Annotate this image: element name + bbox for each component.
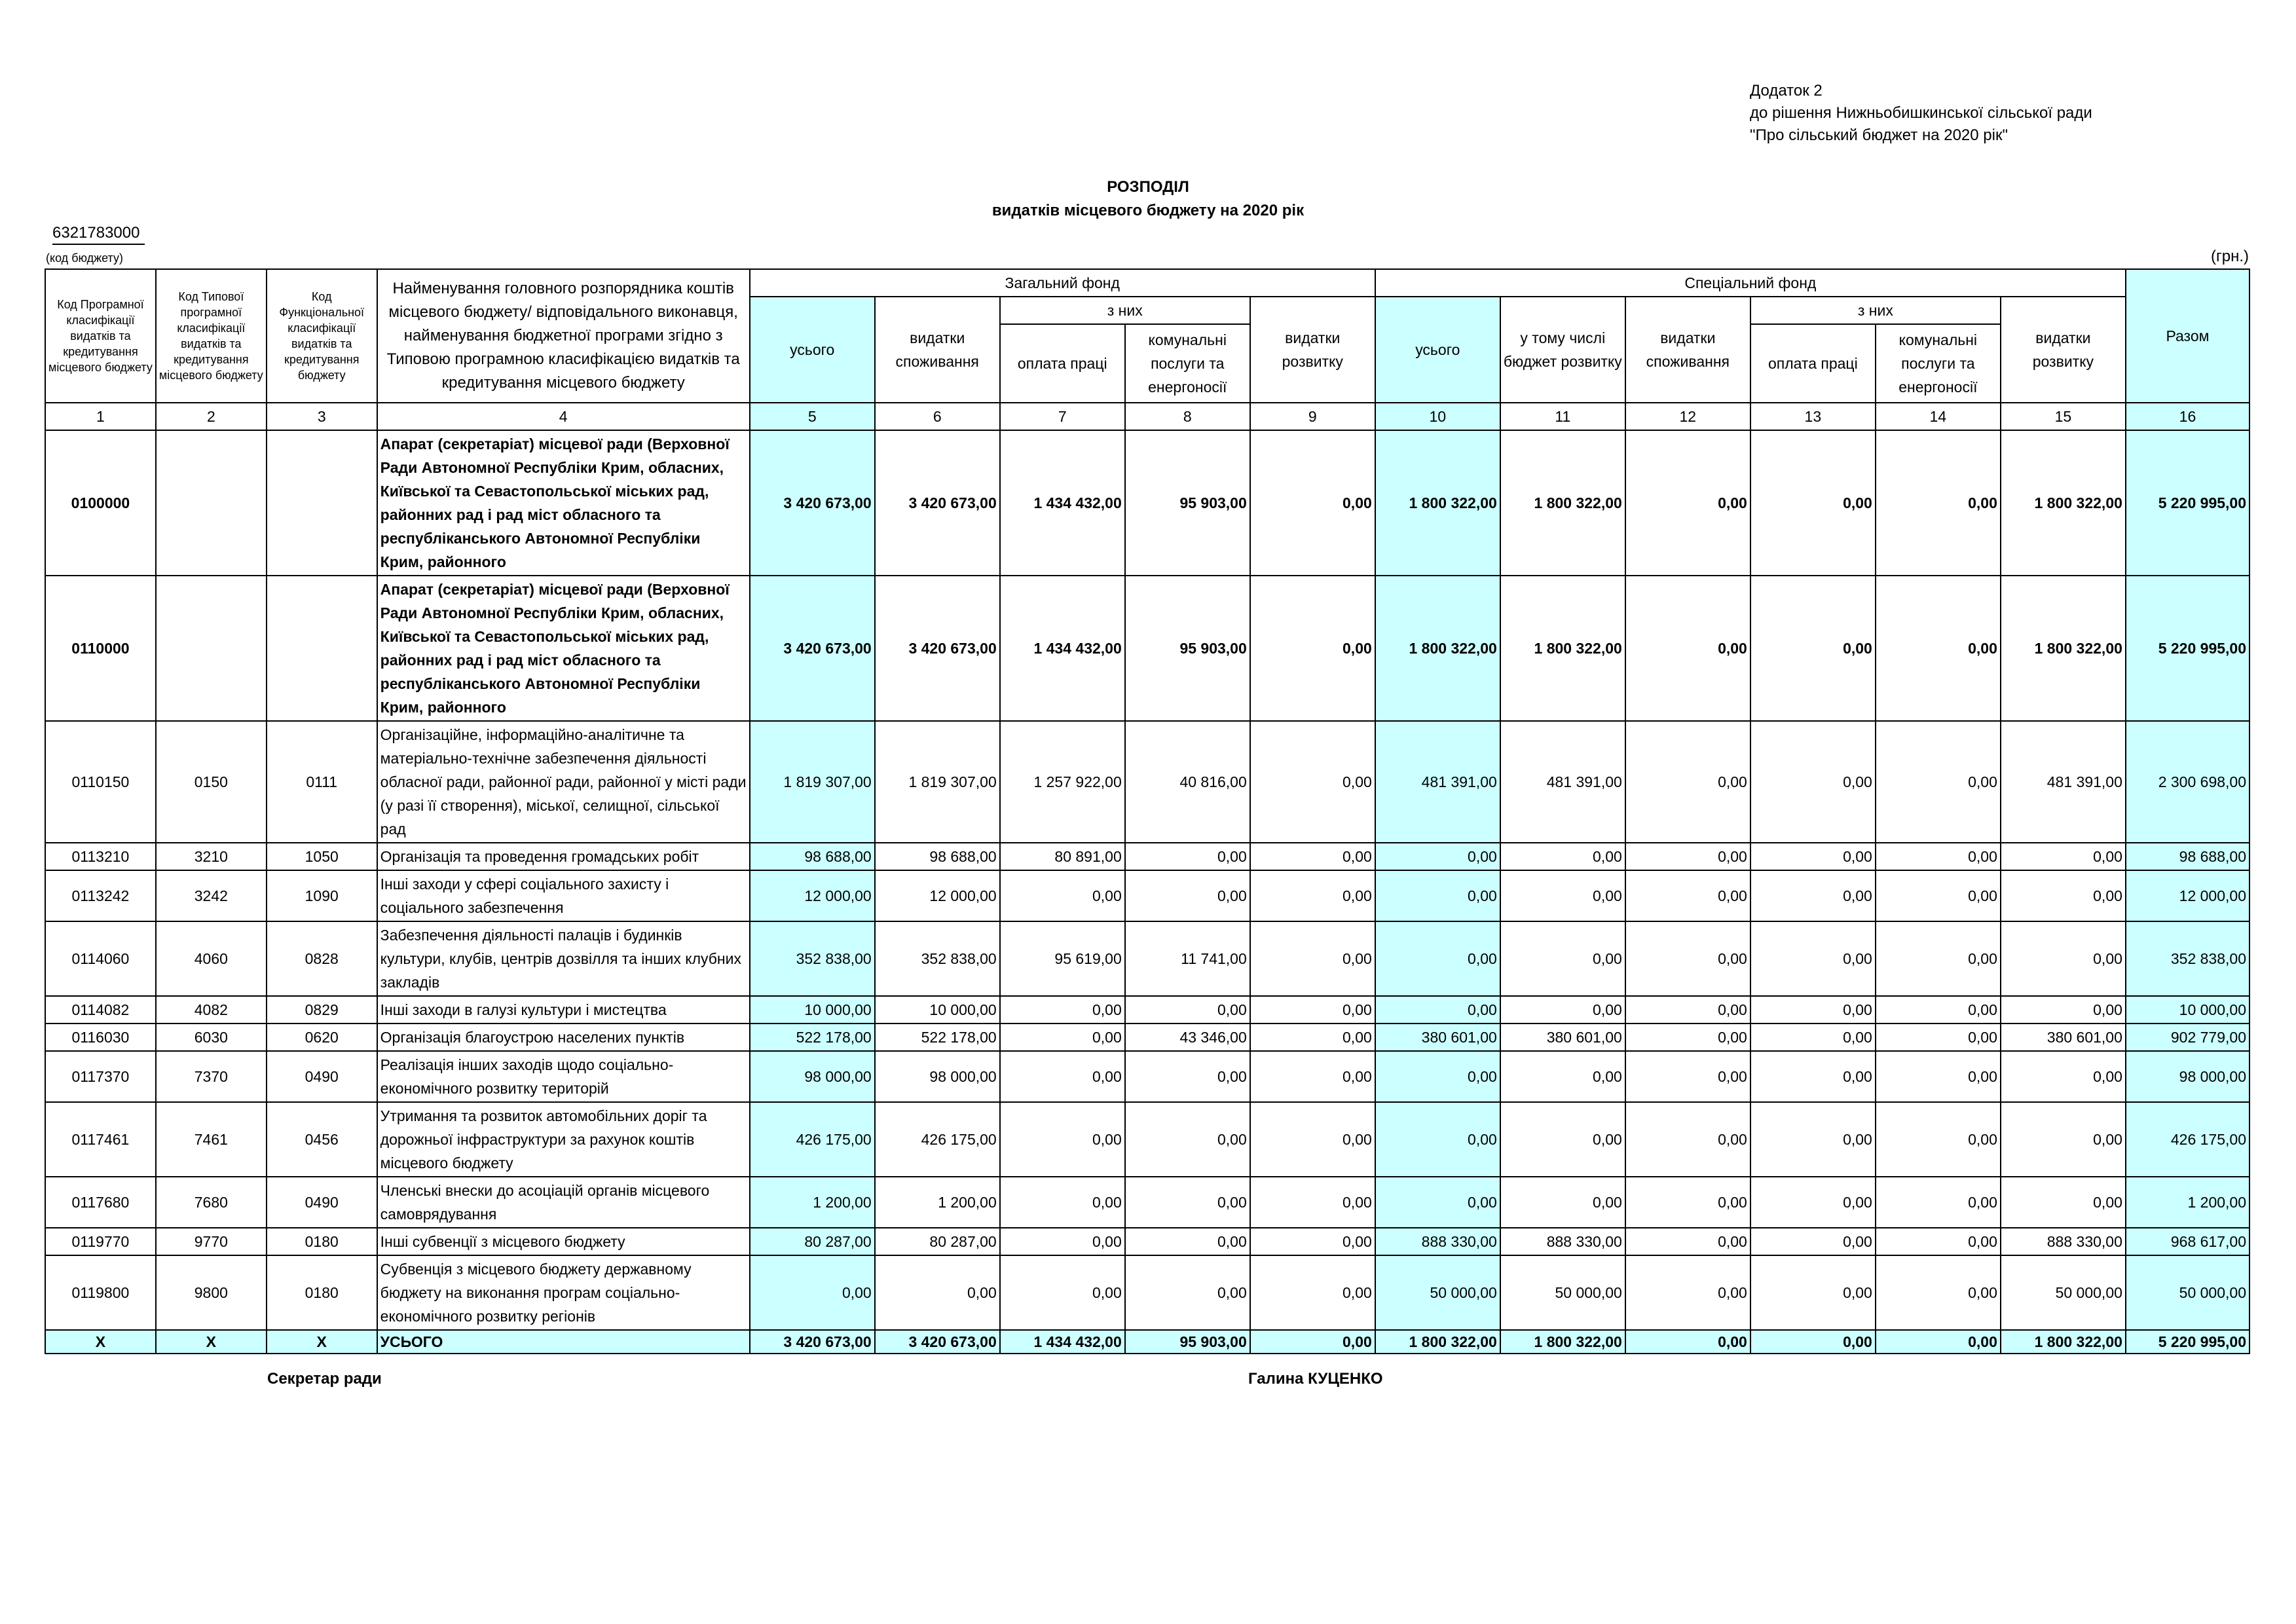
amount-cell: 98 000,00 xyxy=(2126,1051,2250,1102)
total-row xyxy=(45,1330,2250,1354)
header-typical-program-code: Код Типової програмної класифікації видатків та кредитування місцевого бюджету xyxy=(156,269,267,403)
program-code-cell: 0117370 xyxy=(45,1051,156,1102)
amount-cell: 0,00 xyxy=(2001,921,2126,996)
amount-cell: 0,00 xyxy=(1625,1177,1750,1228)
amount-cell: 40 816,00 xyxy=(1125,721,1250,843)
amount-cell: 0,00 xyxy=(1375,1051,1500,1102)
amount-cell: 3 420 673,00 xyxy=(750,576,875,721)
amount-cell: 0,00 xyxy=(1625,1228,1750,1255)
amount-cell: 0,00 xyxy=(2001,1177,2126,1228)
amount-cell: 3 420 673,00 xyxy=(750,1330,875,1354)
header-special-consumption: видатки споживання xyxy=(1625,297,1750,403)
amount-cell: 0,00 xyxy=(1876,1228,2001,1255)
table-row xyxy=(45,870,2250,921)
amount-cell: 0,00 xyxy=(1876,721,2001,843)
amount-cell: 0,00 xyxy=(1500,1102,1625,1177)
amount-cell: 1 200,00 xyxy=(875,1177,1000,1228)
amount-cell: 0,00 xyxy=(1000,1228,1125,1255)
amount-cell: 0,00 xyxy=(2001,996,2126,1024)
amount-cell: 0,00 xyxy=(1876,921,2001,996)
amount-cell: 888 330,00 xyxy=(2001,1228,2126,1255)
amount-cell: 0,00 xyxy=(1876,996,2001,1024)
typical-program-code-cell: X xyxy=(156,1330,267,1354)
amount-cell: 0,00 xyxy=(750,1255,875,1330)
amount-cell: 1 434 432,00 xyxy=(1000,430,1125,576)
amount-cell: 0,00 xyxy=(1876,870,2001,921)
header-general-consumption: видатки споживання xyxy=(875,297,1000,403)
functional-code-cell: 0111 xyxy=(267,721,377,843)
amount-cell: 0,00 xyxy=(1750,870,1876,921)
amount-cell: 0,00 xyxy=(1250,1330,1375,1354)
amount-cell: 1 800 322,00 xyxy=(1500,576,1625,721)
amount-cell: 0,00 xyxy=(1000,1051,1125,1102)
amount-cell: 0,00 xyxy=(1375,1177,1500,1228)
program-name-cell: УСЬОГО xyxy=(377,1330,750,1354)
addendum-line-1: Додаток 2 xyxy=(1750,82,1823,100)
amount-cell: 0,00 xyxy=(1250,996,1375,1024)
amount-cell: 98 688,00 xyxy=(2126,843,2250,870)
functional-code-cell: 0829 xyxy=(267,996,377,1024)
typical-program-code-cell: 4060 xyxy=(156,921,267,996)
program-code-cell: 0113242 xyxy=(45,870,156,921)
amount-cell: 1 800 322,00 xyxy=(1500,1330,1625,1354)
amount-cell: 522 178,00 xyxy=(875,1024,1000,1051)
amount-cell: 0,00 xyxy=(2001,1102,2126,1177)
header-special-incl-dev-budget: у тому числі бюджет розвитку xyxy=(1500,297,1625,403)
column-number-row xyxy=(45,403,2250,430)
program-name-cell: Інші субвенції з місцевого бюджету xyxy=(377,1228,750,1255)
amount-cell: 0,00 xyxy=(1125,870,1250,921)
amount-cell: 0,00 xyxy=(1500,1051,1625,1102)
amount-cell: 0,00 xyxy=(1876,1024,2001,1051)
amount-cell: 0,00 xyxy=(1750,921,1876,996)
program-code-cell: 0116030 xyxy=(45,1024,156,1051)
program-code-cell: 0110000 xyxy=(45,576,156,721)
amount-cell: 0,00 xyxy=(1876,843,2001,870)
amount-cell: 50 000,00 xyxy=(1375,1255,1500,1330)
functional-code-cell: 1050 xyxy=(267,843,377,870)
amount-cell: 0,00 xyxy=(1876,1330,2001,1354)
column-number: 16 xyxy=(2126,403,2250,430)
amount-cell: 0,00 xyxy=(1750,576,1876,721)
amount-cell: 1 800 322,00 xyxy=(2001,576,2126,721)
amount-cell: 95 903,00 xyxy=(1125,430,1250,576)
document-subtitle: видатків місцевого бюджету на 2020 рік xyxy=(991,202,1305,219)
amount-cell: 0,00 xyxy=(1500,921,1625,996)
amount-cell: 0,00 xyxy=(1125,1228,1250,1255)
program-code-cell: 0114082 xyxy=(45,996,156,1024)
program-name-cell: Членські внески до асоціацій органів місцевого самоврядування xyxy=(377,1177,750,1228)
program-code-cell: 0117680 xyxy=(45,1177,156,1228)
amount-cell: 0,00 xyxy=(1000,996,1125,1024)
amount-cell: 0,00 xyxy=(1125,1177,1250,1228)
amount-cell: 380 601,00 xyxy=(1375,1024,1500,1051)
amount-cell: 0,00 xyxy=(1750,1102,1876,1177)
amount-cell: 0,00 xyxy=(1250,1024,1375,1051)
header-special-of-which: з них xyxy=(1750,297,2001,324)
amount-cell: 0,00 xyxy=(1250,1255,1375,1330)
amount-cell: 10 000,00 xyxy=(875,996,1000,1024)
header-general-utilities: комунальні послуги та енергоносії xyxy=(1125,324,1250,403)
typical-program-code-cell: 9800 xyxy=(156,1255,267,1330)
header-special-utilities: комунальні послуги та енергоносії xyxy=(1876,324,2001,403)
functional-code-cell: 0490 xyxy=(267,1177,377,1228)
amount-cell: 2 300 698,00 xyxy=(2126,721,2250,843)
amount-cell: 481 391,00 xyxy=(1500,721,1625,843)
amount-cell: 0,00 xyxy=(1876,576,2001,721)
amount-cell: 1 819 307,00 xyxy=(750,721,875,843)
amount-cell: 50 000,00 xyxy=(1500,1255,1625,1330)
program-name-cell: Забезпечення діяльності палаців і будинків культури, клубів, центрів дозвілля та інших клубних закладів xyxy=(377,921,750,996)
amount-cell: 0,00 xyxy=(1250,843,1375,870)
table-row xyxy=(45,843,2250,870)
program-code-cell: X xyxy=(45,1330,156,1354)
amount-cell: 888 330,00 xyxy=(1500,1228,1625,1255)
program-code-cell: 0100000 xyxy=(45,430,156,576)
program-name-cell: Організація благоустрою населених пунктів xyxy=(377,1024,750,1051)
column-number: 9 xyxy=(1250,403,1375,430)
amount-cell: 0,00 xyxy=(1625,1102,1750,1177)
amount-cell: 0,00 xyxy=(1750,1024,1876,1051)
amount-cell: 0,00 xyxy=(1500,843,1625,870)
table-row xyxy=(45,1102,2250,1177)
amount-cell: 0,00 xyxy=(1250,576,1375,721)
amount-cell: 0,00 xyxy=(1375,921,1500,996)
column-number: 5 xyxy=(750,403,875,430)
amount-cell: 0,00 xyxy=(1625,921,1750,996)
amount-cell: 5 220 995,00 xyxy=(2126,576,2250,721)
typical-program-code-cell: 9770 xyxy=(156,1228,267,1255)
program-name-cell: Апарат (секретаріат) місцевої ради (Верховної Ради Автономної Республіки Крим, обласних, Київської та Севастопольської міських рад, районних рад і рад міст обласного та республіканського Автономної Республіки Крим, районного xyxy=(377,430,750,576)
amount-cell: 95 903,00 xyxy=(1125,1330,1250,1354)
program-code-cell: 0119770 xyxy=(45,1228,156,1255)
amount-cell: 1 434 432,00 xyxy=(1000,1330,1125,1354)
addendum-line-2: до рішення Нижньобишкинської сільської ради xyxy=(1750,104,2092,122)
typical-program-code-cell: 0150 xyxy=(156,721,267,843)
functional-code-cell: 0828 xyxy=(267,921,377,996)
amount-cell: 95 619,00 xyxy=(1000,921,1125,996)
program-name-cell: Апарат (секретаріат) місцевої ради (Верховної Ради Автономної Республіки Крим, обласних, Київської та Севастопольської міських рад, районних рад і рад міст обласного та республіканського Автономної Республіки Крим, районного xyxy=(377,576,750,721)
amount-cell: 11 741,00 xyxy=(1125,921,1250,996)
budget-code-label: (код бюджету) xyxy=(46,251,124,265)
amount-cell: 0,00 xyxy=(1250,721,1375,843)
functional-code-cell: 0620 xyxy=(267,1024,377,1051)
amount-cell: 0,00 xyxy=(1375,996,1500,1024)
amount-cell: 380 601,00 xyxy=(2001,1024,2126,1051)
amount-cell: 426 175,00 xyxy=(875,1102,1000,1177)
amount-cell: 1 434 432,00 xyxy=(1000,576,1125,721)
amount-cell: 0,00 xyxy=(1876,430,2001,576)
amount-cell: 5 220 995,00 xyxy=(2126,430,2250,576)
column-number: 12 xyxy=(1625,403,1750,430)
amount-cell: 1 200,00 xyxy=(750,1177,875,1228)
column-number: 2 xyxy=(156,403,267,430)
amount-cell: 0,00 xyxy=(1876,1102,2001,1177)
header-program-code: Код Програмної класифікації видатків та кредитування місцевого бюджету xyxy=(45,269,156,403)
amount-cell: 968 617,00 xyxy=(2126,1228,2250,1255)
amount-cell: 0,00 xyxy=(875,1255,1000,1330)
amount-cell: 0,00 xyxy=(1750,1255,1876,1330)
table-row xyxy=(45,1024,2250,1051)
amount-cell: 12 000,00 xyxy=(750,870,875,921)
program-name-cell: Організація та проведення громадських робіт xyxy=(377,843,750,870)
amount-cell: 0,00 xyxy=(1125,996,1250,1024)
table-row xyxy=(45,1051,2250,1102)
amount-cell: 0,00 xyxy=(1625,843,1750,870)
amount-cell: 0,00 xyxy=(1876,1177,2001,1228)
amount-cell: 98 000,00 xyxy=(875,1051,1000,1102)
program-code-cell: 0114060 xyxy=(45,921,156,996)
program-code-cell: 0119800 xyxy=(45,1255,156,1330)
amount-cell: 0,00 xyxy=(1000,1024,1125,1051)
functional-code-cell: 0456 xyxy=(267,1102,377,1177)
header-functional-code: Код Функціональної класифікації видатків та кредитування бюджету xyxy=(267,269,377,403)
amount-cell: 3 420 673,00 xyxy=(875,430,1000,576)
column-number: 6 xyxy=(875,403,1000,430)
amount-cell: 0,00 xyxy=(1250,1177,1375,1228)
amount-cell: 3 420 673,00 xyxy=(875,1330,1000,1354)
amount-cell: 902 779,00 xyxy=(2126,1024,2250,1051)
amount-cell: 0,00 xyxy=(1750,996,1876,1024)
amount-cell: 98 000,00 xyxy=(750,1051,875,1102)
header-special-development: видатки розвитку xyxy=(2001,297,2126,403)
column-number: 14 xyxy=(1876,403,2001,430)
program-name-cell: Утримання та розвиток автомобільних доріг та дорожньої інфраструктури за рахунок коштів місцевого бюджету xyxy=(377,1102,750,1177)
header-general-development: видатки розвитку xyxy=(1250,297,1375,403)
amount-cell: 1 257 922,00 xyxy=(1000,721,1125,843)
table-row xyxy=(45,576,2250,721)
header-grand-total: Разом xyxy=(2126,269,2250,403)
functional-code-cell xyxy=(267,430,377,576)
amount-cell: 0,00 xyxy=(1500,1177,1625,1228)
amount-cell: 0,00 xyxy=(2001,843,2126,870)
amount-cell: 0,00 xyxy=(1750,1177,1876,1228)
header-general-of-which: з них xyxy=(1000,297,1250,324)
amount-cell: 50 000,00 xyxy=(2001,1255,2126,1330)
amount-cell: 0,00 xyxy=(1750,1051,1876,1102)
amount-cell: 0,00 xyxy=(1500,870,1625,921)
header-general-fund: Загальний фонд xyxy=(750,269,1375,297)
amount-cell: 3 420 673,00 xyxy=(750,430,875,576)
table-row xyxy=(45,1255,2250,1330)
amount-cell: 0,00 xyxy=(1375,870,1500,921)
column-number: 8 xyxy=(1125,403,1250,430)
amount-cell: 0,00 xyxy=(1876,1255,2001,1330)
amount-cell: 0,00 xyxy=(1000,1255,1125,1330)
amount-cell: 0,00 xyxy=(1000,1102,1125,1177)
program-code-cell: 0117461 xyxy=(45,1102,156,1177)
budget-code: 6321783000 xyxy=(52,224,145,245)
amount-cell: 1 800 322,00 xyxy=(1375,1330,1500,1354)
typical-program-code-cell xyxy=(156,430,267,576)
header-special-fund: Спеціальний фонд xyxy=(1375,269,2126,297)
amount-cell: 95 903,00 xyxy=(1125,576,1250,721)
amount-cell: 888 330,00 xyxy=(1375,1228,1500,1255)
amount-cell: 0,00 xyxy=(1250,1051,1375,1102)
amount-cell: 352 838,00 xyxy=(2126,921,2250,996)
functional-code-cell: 1090 xyxy=(267,870,377,921)
amount-cell: 0,00 xyxy=(1750,1330,1876,1354)
table-row xyxy=(45,1228,2250,1255)
amount-cell: 481 391,00 xyxy=(2001,721,2126,843)
amount-cell: 352 838,00 xyxy=(875,921,1000,996)
amount-cell: 3 420 673,00 xyxy=(875,576,1000,721)
amount-cell: 80 891,00 xyxy=(1000,843,1125,870)
column-number: 4 xyxy=(377,403,750,430)
header-name: Найменування головного розпорядника коштів місцевого бюджету/ відповідального виконавця, найменування бюджетної програми згідно з Типовою програмною класифікацією видатків та кредитування місцевого бюджету xyxy=(377,269,750,403)
table-row xyxy=(45,996,2250,1024)
currency-unit: (грн.) xyxy=(2210,248,2249,265)
amount-cell: 0,00 xyxy=(1625,1255,1750,1330)
amount-cell: 0,00 xyxy=(1125,843,1250,870)
amount-cell: 12 000,00 xyxy=(875,870,1000,921)
functional-code-cell: 0180 xyxy=(267,1228,377,1255)
amount-cell: 426 175,00 xyxy=(2126,1102,2250,1177)
addendum-line-3: "Про сільський бюджет на 2020 рік" xyxy=(1750,126,2008,144)
amount-cell: 0,00 xyxy=(1250,1228,1375,1255)
program-name-cell: Організаційне, інформаційно-аналітичне та матеріально-технічне забезпечення діяльності обласної ради, районної ради, районної у місті ради (у разі її створення), міської, селищної, сільської рад xyxy=(377,721,750,843)
amount-cell: 0,00 xyxy=(1375,1102,1500,1177)
program-name-cell: Інші заходи в галузі культури і мистецтва xyxy=(377,996,750,1024)
amount-cell: 10 000,00 xyxy=(2126,996,2250,1024)
amount-cell: 481 391,00 xyxy=(1375,721,1500,843)
amount-cell: 1 819 307,00 xyxy=(875,721,1000,843)
amount-cell: 0,00 xyxy=(1125,1255,1250,1330)
column-number: 1 xyxy=(45,403,156,430)
amount-cell: 0,00 xyxy=(1625,870,1750,921)
table-row xyxy=(45,721,2250,843)
program-code-cell: 0113210 xyxy=(45,843,156,870)
amount-cell: 1 800 322,00 xyxy=(2001,1330,2126,1354)
amount-cell: 0,00 xyxy=(1125,1051,1250,1102)
amount-cell: 0,00 xyxy=(1250,1102,1375,1177)
amount-cell: 0,00 xyxy=(2001,870,2126,921)
amount-cell: 0,00 xyxy=(1500,996,1625,1024)
amount-cell: 5 220 995,00 xyxy=(2126,1330,2250,1354)
typical-program-code-cell: 4082 xyxy=(156,996,267,1024)
column-number: 10 xyxy=(1375,403,1500,430)
amount-cell: 1 800 322,00 xyxy=(2001,430,2126,576)
typical-program-code-cell: 7370 xyxy=(156,1051,267,1102)
amount-cell: 0,00 xyxy=(1250,870,1375,921)
amount-cell: 80 287,00 xyxy=(875,1228,1000,1255)
table-row xyxy=(45,430,2250,576)
header-special-total: усього xyxy=(1375,297,1500,403)
amount-cell: 0,00 xyxy=(1750,843,1876,870)
amount-cell: 0,00 xyxy=(1625,576,1750,721)
typical-program-code-cell: 7461 xyxy=(156,1102,267,1177)
typical-program-code-cell: 3242 xyxy=(156,870,267,921)
functional-code-cell: 0490 xyxy=(267,1051,377,1102)
functional-code-cell: X xyxy=(267,1330,377,1354)
amount-cell: 0,00 xyxy=(1250,430,1375,576)
amount-cell: 1 200,00 xyxy=(2126,1177,2250,1228)
budget-table xyxy=(45,268,2250,1354)
functional-code-cell: 0180 xyxy=(267,1255,377,1330)
column-number: 3 xyxy=(267,403,377,430)
amount-cell: 98 688,00 xyxy=(875,843,1000,870)
amount-cell: 1 800 322,00 xyxy=(1500,430,1625,576)
amount-cell: 10 000,00 xyxy=(750,996,875,1024)
amount-cell: 0,00 xyxy=(1876,1051,2001,1102)
program-code-cell: 0110150 xyxy=(45,721,156,843)
amount-cell: 0,00 xyxy=(1250,921,1375,996)
amount-cell: 0,00 xyxy=(1125,1102,1250,1177)
table-body xyxy=(45,430,2250,1354)
amount-cell: 80 287,00 xyxy=(750,1228,875,1255)
signature-position: Секретар ради xyxy=(267,1370,382,1388)
column-number: 13 xyxy=(1750,403,1876,430)
typical-program-code-cell: 7680 xyxy=(156,1177,267,1228)
amount-cell: 1 800 322,00 xyxy=(1375,430,1500,576)
amount-cell: 0,00 xyxy=(1625,996,1750,1024)
amount-cell: 0,00 xyxy=(1750,430,1876,576)
amount-cell: 12 000,00 xyxy=(2126,870,2250,921)
amount-cell: 0,00 xyxy=(1625,430,1750,576)
amount-cell: 1 800 322,00 xyxy=(1375,576,1500,721)
column-number: 11 xyxy=(1500,403,1625,430)
program-name-cell: Реалізація інших заходів щодо соціально-економічного розвитку територій xyxy=(377,1051,750,1102)
amount-cell: 0,00 xyxy=(1750,721,1876,843)
amount-cell: 0,00 xyxy=(1750,1228,1876,1255)
addendum-block xyxy=(1750,80,2092,147)
amount-cell: 50 000,00 xyxy=(2126,1255,2250,1330)
header-special-salary: оплата праці xyxy=(1750,324,1876,403)
amount-cell: 0,00 xyxy=(2001,1051,2126,1102)
typical-program-code-cell: 3210 xyxy=(156,843,267,870)
amount-cell: 0,00 xyxy=(1625,1330,1750,1354)
table-row xyxy=(45,1177,2250,1228)
amount-cell: 0,00 xyxy=(1000,1177,1125,1228)
program-name-cell: Інші заходи у сфері соціального захисту і соціального забезпечення xyxy=(377,870,750,921)
amount-cell: 0,00 xyxy=(1625,721,1750,843)
amount-cell: 352 838,00 xyxy=(750,921,875,996)
header-general-total: усього xyxy=(750,297,875,403)
column-number: 15 xyxy=(2001,403,2126,430)
amount-cell: 98 688,00 xyxy=(750,843,875,870)
typical-program-code-cell: 6030 xyxy=(156,1024,267,1051)
amount-cell: 0,00 xyxy=(1000,870,1125,921)
amount-cell: 0,00 xyxy=(1625,1024,1750,1051)
document-title: РОЗПОДІЛ xyxy=(1107,178,1189,196)
amount-cell: 380 601,00 xyxy=(1500,1024,1625,1051)
program-name-cell: Субвенція з місцевого бюджету державному бюджету на виконання програм соціально-економічного розвитку регіонів xyxy=(377,1255,750,1330)
table-row xyxy=(45,921,2250,996)
functional-code-cell xyxy=(267,576,377,721)
amount-cell: 0,00 xyxy=(1625,1051,1750,1102)
header-general-salary: оплата праці xyxy=(1000,324,1125,403)
amount-cell: 522 178,00 xyxy=(750,1024,875,1051)
signature-name: Галина КУЦЕНКО xyxy=(1248,1370,1383,1388)
typical-program-code-cell xyxy=(156,576,267,721)
amount-cell: 0,00 xyxy=(1375,843,1500,870)
amount-cell: 43 346,00 xyxy=(1125,1024,1250,1051)
column-number: 7 xyxy=(1000,403,1125,430)
amount-cell: 426 175,00 xyxy=(750,1102,875,1177)
